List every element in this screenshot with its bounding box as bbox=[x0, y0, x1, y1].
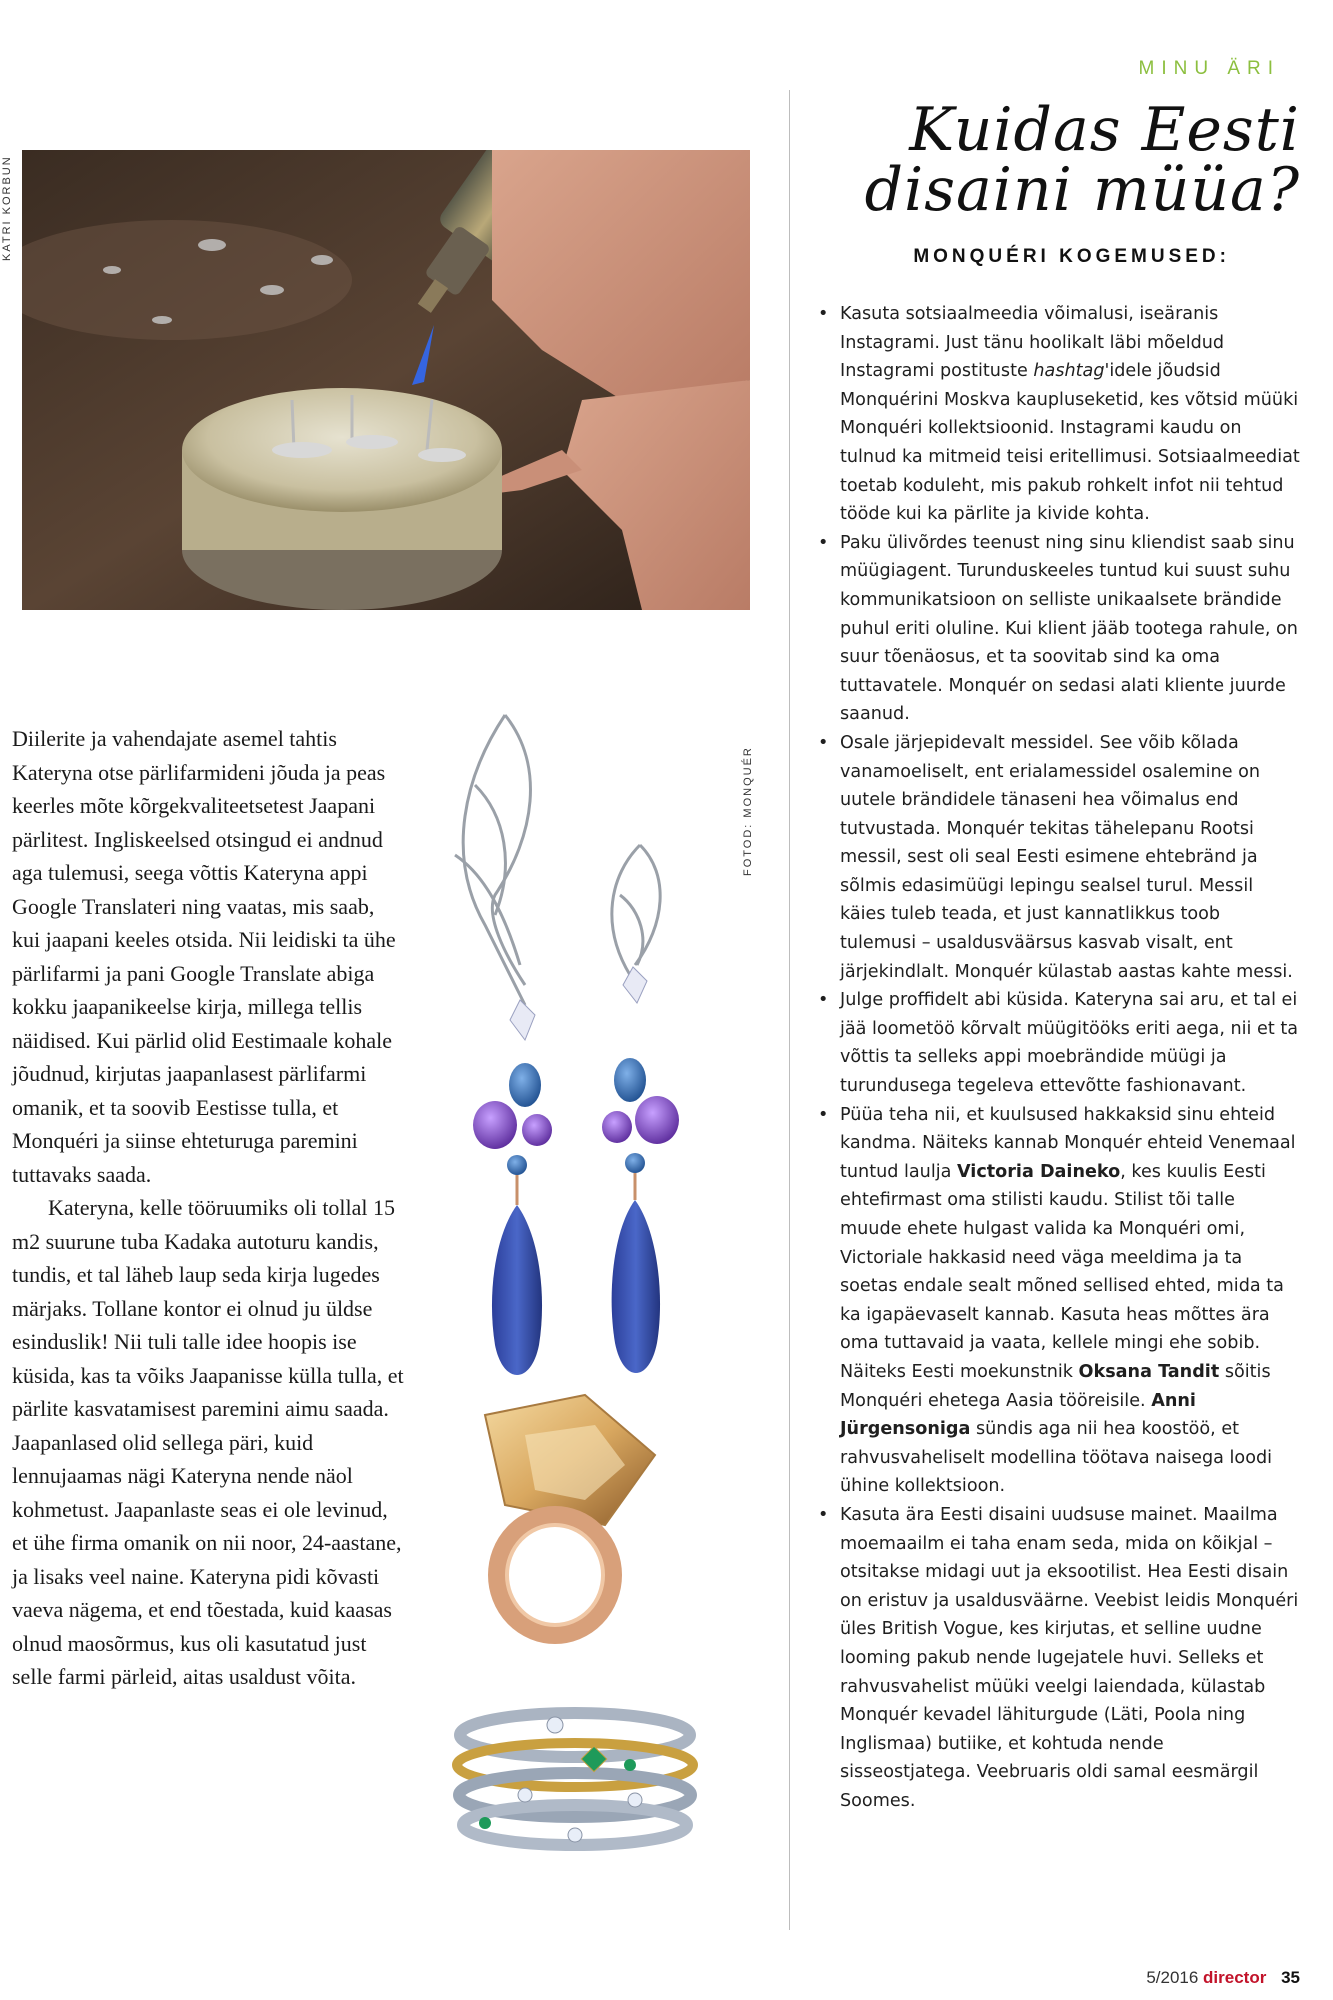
body-paragraph: Kateryna, kelle tööruumiks oli tollal 15 m2 suurune tuba Kadaka autoturu kandis, tundis, et tal läheb laup seda kirja lugedes märjaks. Tollane kontor ei olnud ju üldse esinduslik! Nii tuli talle idee hoopis ise küsida, kas ta võiks Jaapanisse külla tulla, et pärlite kasvatamisest paremini aimu saada. Jaapanlased olid sellega päri, kuid lennujaamas nägi Kateryna nende näol kohmetust. Jaapanlaste seas ei ole levinud, et ühe firma omanik on nii noor, 24-aastane, ja lisaks veel naine. Kateryna pidi kõvasti vaeva nägema, et end tõestada, kuid kaasas olnud maosõrmus, kus oli kasutatud just selle farmi pärleid, aitas usaldust võita. bbox=[12, 1195, 404, 1689]
list-item: • Kasuta sotsiaalmeedia võimalusi, iseäranis Instagrami. Just tänu hoolikalt läbi mõeldud Instagrami postituste hashtag'idele jõudsid Monquérini Moskva kaupluseketid, kes võtsid müüki Monquéri kollektsioonid. Instagrami kaudu on tulnud ka mitmeid teisi eritellimusi. Sotsiaalmeediat toetab koduleht, mis pakub rohkelt infot nii tehtud tööde kui ka pärlite ja kivide kohta. bbox=[810, 300, 1300, 529]
list-item: • Julge proffidelt abi küsida. Kateryna sai aru, et tal ei jää loometöö kõrvalt müügitööks eriti aega, nii et ta võttis ta selleks appi moebrändide müügi ja turundusega tegeleva ettevõtte fashionavant. bbox=[810, 986, 1300, 1100]
tips-list bbox=[810, 300, 1300, 1815]
headline-line-2: disaini müüa? bbox=[864, 155, 1300, 225]
jewelry-photo-column bbox=[425, 695, 725, 1945]
column-divider bbox=[789, 90, 790, 1930]
headline bbox=[800, 95, 1300, 225]
body-paragraph: Diilerite ja vahendajate asemel tahtis Kateryna otse pärlifarmideni jõuda ja peas keerles mõte kõrgekvaliteetsetest Jaapani pärlitest. Ingliskeelsed otsingud ei andnud aga tulemusi, seega võttis Kateryna appi Google Translateri ning vaatas, mis saab, kui jaapani keeles otsida. Nii leidiski ta ühe pärlifarmi ja pani Google Translate abiga kokku jaapanikeelse kirja, millega tellis näidised. Kui pärlid olid Eestimaale kohale jõudnud, kirjutas jaapanlasest pärlifarmi omanik, et ta soovib Eestisse tulla, et Monquéri ja siinse ehteturuga paremini tuttavaks saada. bbox=[12, 726, 396, 1187]
jeweller-workshop-photo bbox=[22, 150, 750, 610]
page-footer bbox=[1100, 1968, 1300, 1988]
photo-credit-top: KATRI KORBUN bbox=[1, 155, 13, 261]
page-number: 35 bbox=[1281, 1968, 1300, 1987]
list-item: • Paku ülivõrdes teenust ning sinu kliendist saab sinu müügiagent. Turunduskeeles tuntud kui suust suhu kommunikatsioon on selliste unikaalsete brändide puhul eriti oluline. Kui klient jääb tootega rahule, on suur tõenäosus, et ta soovitab sind ka oma tuttavatele. Monquér on sedasi alati kliente juurde saanud. bbox=[810, 529, 1300, 729]
list-item: • Kasuta ära Eesti disaini uudsuse mainet. Maailma moemaailm ei taha enam seda, mida on kõikjal – otsitakse midagi uut ja eksootilist. Hea Eesti disain on eristuv ja usaldusväärne. Veebist leidis Monquéri üles British Vogue, kes kirjutas, et selline uudne looming pakub nende lugejatele huvi. Selleks et rahvusvahelist müüki veelgi laiendada, külastab Monquér kevadel lähiturgude (Läti, Poola ning Inglismaa) butiike, et kohtuda nende sisseostjatega. Veebruaris oldi samal eesmärgil Soomes. bbox=[810, 1501, 1300, 1816]
drop-earrings bbox=[473, 1058, 679, 1375]
list-item: • Püüa teha nii, et kuulsused hakkaksid sinu ehteid kandma. Näiteks kannab Monquér ehteid Venemaal tuntud laulja Victoria Daineko, kes kuulis Eesti ehtefirmast oma stilisti kaudu. Stilist tõi talle muude ehete hulgast valida ka Monquéri omi, Victoriale hakkasid need väga meeldima ja ta soetas endale sealt mõned sellised ehted, mida ta ka igapäevaselt kannab. Kasuta heas mõttes ära oma tuttavaid ja vaata, kellele mingi ehe sobib. Näiteks Eesti moekunstnik Oksana Tandit sõitis Monquéri ehetega Aasia tööreisile. Anni Jürgensoniga sündis aga nii hea koostöö, et rahvusvaheliselt modellina töötava naisega loodi ühine kollektsioon. bbox=[810, 1101, 1300, 1501]
stacked-rings bbox=[457, 1713, 693, 1845]
list-item: • Osale järjepidevalt messidel. See võib kõlada vanamoeliselt, ent erialamessidel osalemine on uutele brändidele tänaseni hea võimalus end tutvustada. Monquér tekitas tähelepanu Rootsi messil, sest oli seal Eesti esimene ehtebränd ja sõlmis edasimüügi lepingu sealsel turul. Messil käies tuleb teada, et just kannatlikkus toob tulemusi – usaldusväärsus kasvab visalt, ent järjekindlalt. Monquér külastab aastas kahte messi. bbox=[810, 729, 1300, 986]
ear-climber-earrings bbox=[455, 715, 660, 1005]
magazine-brand: director bbox=[1203, 1968, 1267, 1987]
photo-credit-jewelry: FOTOD: MONQUÉR bbox=[742, 746, 754, 876]
subheading: MONQUÉRI KOGEMUSED: bbox=[913, 246, 1230, 267]
issue-number: 5/2016 bbox=[1146, 1968, 1199, 1987]
left-body-text bbox=[12, 722, 404, 1694]
topaz-cocktail-ring bbox=[485, 1395, 655, 1635]
section-label: MINU ÄRI bbox=[1138, 58, 1280, 79]
headline-line-1: Kuidas Eesti bbox=[909, 95, 1300, 165]
